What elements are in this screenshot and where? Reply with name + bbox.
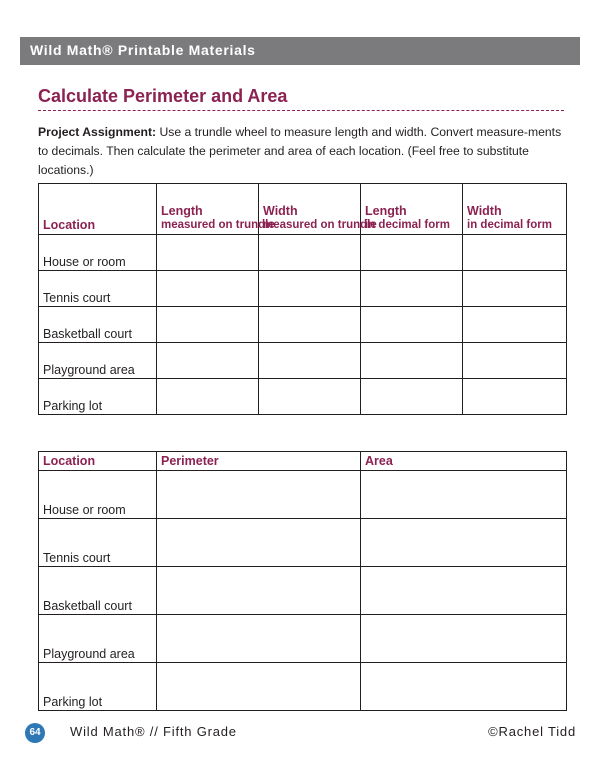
page-number-badge: 64: [25, 723, 45, 743]
entry-cell[interactable]: [259, 271, 361, 307]
row-label: House or room: [39, 471, 157, 519]
entry-cell[interactable]: [361, 343, 463, 379]
entry-cell[interactable]: [157, 307, 259, 343]
header-width-decimal: Width in decimal form: [463, 184, 567, 235]
row-label: Tennis court: [39, 519, 157, 567]
assignment-text: [38, 123, 566, 180]
header-length-trundle: Length measured on trundle: [157, 184, 259, 235]
entry-cell[interactable]: [463, 307, 567, 343]
row-label: Tennis court: [39, 271, 157, 307]
title-divider: [38, 110, 564, 111]
perimeter-area-table: [38, 451, 567, 711]
entry-cell[interactable]: [259, 307, 361, 343]
entry-cell[interactable]: [361, 615, 567, 663]
table-row: [39, 519, 567, 567]
assignment-body: Use a trundle wheel to measure length and width. Convert measure-ments to decimals. Then calculate the perimeter and area of each location. (Feel free to substitute locations.): [38, 125, 562, 177]
header-perimeter: Perimeter: [157, 452, 361, 471]
entry-cell[interactable]: [157, 519, 361, 567]
entry-cell[interactable]: [463, 379, 567, 415]
entry-cell[interactable]: [361, 663, 567, 711]
table-row: [39, 235, 567, 271]
entry-cell[interactable]: [157, 271, 259, 307]
table-row: [39, 567, 567, 615]
header-bar: [20, 37, 580, 65]
table-header-row: [39, 184, 567, 235]
table-row: [39, 471, 567, 519]
table-row: [39, 663, 567, 711]
entry-cell[interactable]: [157, 379, 259, 415]
row-label: Playground area: [39, 343, 157, 379]
entry-cell[interactable]: [259, 235, 361, 271]
table-row: [39, 271, 567, 307]
table-header-row: [39, 452, 567, 471]
entry-cell[interactable]: [361, 471, 567, 519]
entry-cell[interactable]: [361, 519, 567, 567]
entry-cell[interactable]: [157, 663, 361, 711]
entry-cell[interactable]: [157, 471, 361, 519]
entry-cell[interactable]: [463, 271, 567, 307]
entry-cell[interactable]: [463, 235, 567, 271]
entry-cell[interactable]: [259, 379, 361, 415]
entry-cell[interactable]: [361, 271, 463, 307]
footer-copyright: ©Rachel Tidd: [488, 724, 576, 739]
entry-cell[interactable]: [259, 343, 361, 379]
entry-cell[interactable]: [361, 307, 463, 343]
header-title: Wild Math® Printable Materials: [30, 42, 256, 58]
assignment-label: Project Assignment:: [38, 125, 157, 139]
entry-cell[interactable]: [463, 343, 567, 379]
entry-cell[interactable]: [361, 567, 567, 615]
table-row: [39, 343, 567, 379]
table-row: [39, 615, 567, 663]
header-area: Area: [361, 452, 567, 471]
entry-cell[interactable]: [361, 379, 463, 415]
footer-book-title: Wild Math® // Fifth Grade: [70, 724, 237, 739]
header-location: Location: [39, 184, 157, 235]
row-label: Parking lot: [39, 663, 157, 711]
header-length-decimal: Length in decimal form: [361, 184, 463, 235]
entry-cell[interactable]: [157, 343, 259, 379]
row-label: Basketball court: [39, 307, 157, 343]
row-label: Playground area: [39, 615, 157, 663]
row-label: House or room: [39, 235, 157, 271]
header-location: Location: [39, 452, 157, 471]
measurement-table: [38, 183, 567, 415]
entry-cell[interactable]: [157, 615, 361, 663]
table-row: [39, 379, 567, 415]
page-title: Calculate Perimeter and Area: [38, 86, 288, 106]
row-label: Basketball court: [39, 567, 157, 615]
entry-cell[interactable]: [361, 235, 463, 271]
header-width-trundle: Width measured on trundle: [259, 184, 361, 235]
entry-cell[interactable]: [157, 235, 259, 271]
table-row: [39, 307, 567, 343]
entry-cell[interactable]: [157, 567, 361, 615]
row-label: Parking lot: [39, 379, 157, 415]
